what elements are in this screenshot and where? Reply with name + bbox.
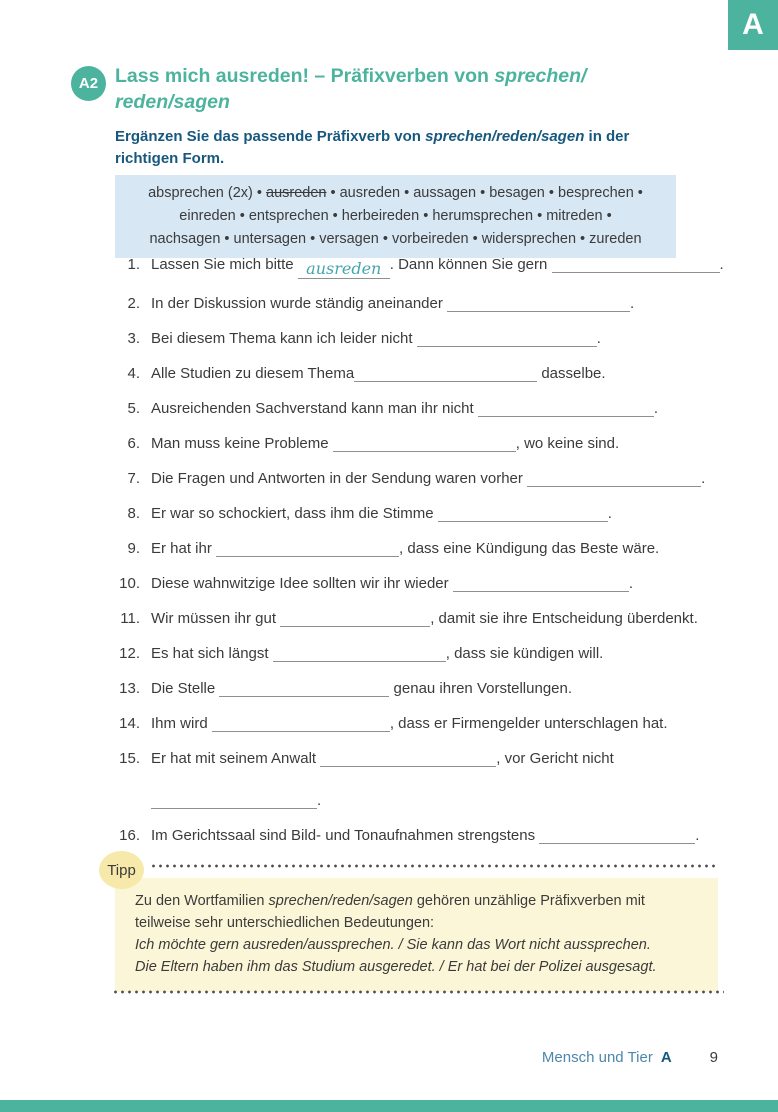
word-bank-line-3: nachsagen • untersagen • versagen • vorbeireden • widersprechen • zureden bbox=[149, 231, 642, 247]
sentence-text: . bbox=[701, 470, 706, 487]
sentence-text: Diese wahnwitzige Idee sollten wir ihr wieder bbox=[151, 575, 453, 592]
exercise-number-badge: A2 bbox=[71, 66, 106, 101]
exercise-item bbox=[110, 678, 740, 699]
tip-dotted-line-top bbox=[150, 864, 718, 868]
instruction-text-end: in der richtigen Form. bbox=[115, 128, 630, 167]
answer-blank[interactable] bbox=[354, 368, 537, 382]
sentence-text: Ihm wird bbox=[151, 715, 212, 732]
exercise-item bbox=[110, 825, 740, 846]
item-sentence bbox=[151, 748, 740, 811]
word-bank-line-1 bbox=[123, 182, 668, 205]
answer-blank[interactable] bbox=[151, 795, 317, 809]
item-sentence bbox=[151, 678, 740, 699]
section-corner-tab: A bbox=[728, 0, 778, 50]
sentence-text: . bbox=[695, 827, 700, 844]
item-number: 8. bbox=[127, 505, 140, 522]
footer-section-letter: A bbox=[660, 1049, 672, 1066]
exercise-item bbox=[110, 293, 740, 314]
item-number: 3. bbox=[127, 330, 140, 347]
sentence-text: Lassen Sie mich bitte bbox=[151, 256, 298, 273]
exercise-item bbox=[110, 573, 740, 594]
word-bank bbox=[115, 175, 676, 258]
answer-blank[interactable] bbox=[438, 508, 608, 522]
item-number: 7. bbox=[127, 470, 140, 487]
item-sentence bbox=[151, 608, 740, 629]
answer-blank[interactable] bbox=[216, 543, 399, 557]
page-footer bbox=[542, 1049, 718, 1066]
sentence-text: Er war so schockiert, dass ihm die Stimme bbox=[151, 505, 438, 522]
item-sentence bbox=[151, 573, 740, 594]
exercise-item bbox=[110, 398, 740, 419]
instruction-italic: sprechen/reden/sagen bbox=[425, 128, 585, 145]
sentence-text: . bbox=[719, 256, 724, 273]
item-number: 5. bbox=[127, 400, 140, 417]
tip-intro-text: Zu den Wortfamilien bbox=[135, 893, 269, 909]
item-number: 11. bbox=[120, 610, 140, 627]
item-sentence bbox=[151, 433, 740, 454]
word-bank-line-2: einreden • entsprechen • herbeireden • herumsprechen • mitreden • bbox=[179, 208, 612, 224]
item-number: 4. bbox=[127, 365, 140, 382]
exercise-item bbox=[110, 433, 740, 454]
sentence-text: dasselbe. bbox=[537, 365, 606, 382]
answer-blank[interactable] bbox=[527, 473, 701, 487]
sentence-text: In der Diskussion wurde ständig aneinander bbox=[151, 295, 448, 312]
sentence-text: . bbox=[596, 330, 601, 347]
exercise-items bbox=[110, 254, 740, 860]
exercise-item bbox=[110, 363, 740, 384]
item-number: 6. bbox=[127, 435, 140, 452]
answer-blank[interactable] bbox=[447, 298, 630, 312]
item-number: 12. bbox=[119, 645, 140, 662]
sentence-text: . bbox=[628, 575, 633, 592]
sentence-text: Bei diesem Thema kann ich leider nicht bbox=[151, 330, 417, 347]
sentence-text: Die Stelle bbox=[151, 680, 220, 697]
sentence-text: Es hat sich längst bbox=[151, 645, 273, 662]
item-sentence bbox=[151, 468, 740, 489]
filled-answer[interactable]: ausreden bbox=[298, 259, 390, 279]
item-sentence bbox=[151, 293, 740, 314]
sentence-text: . bbox=[630, 295, 635, 312]
answer-blank[interactable] bbox=[453, 578, 629, 592]
answer-blank[interactable] bbox=[212, 718, 390, 732]
sentence-text: . Dann können Sie gern bbox=[389, 256, 552, 273]
sentence-text: Ausreichenden Sachverstand kann man ihr nicht bbox=[151, 400, 478, 417]
sentence-text: , dass eine Kündigung das Beste wäre. bbox=[399, 540, 660, 557]
item-number: 14. bbox=[119, 715, 140, 732]
answer-blank[interactable] bbox=[280, 613, 430, 627]
item-sentence bbox=[151, 825, 740, 846]
tip-bubble bbox=[99, 851, 144, 889]
tip-example-1: Ich möchte gern ausreden/aussprechen. / Sie kann das Wort nicht aussprechen. bbox=[135, 937, 651, 953]
answer-blank[interactable] bbox=[273, 648, 446, 662]
item-number: 16. bbox=[119, 827, 140, 844]
item-number: 9. bbox=[127, 540, 140, 557]
sentence-text: . bbox=[317, 792, 322, 809]
tip-intro-italic: sprechen/reden/sagen bbox=[268, 893, 413, 909]
instruction-text: Ergänzen Sie das passende Präfixverb von bbox=[115, 128, 426, 145]
tip-intro bbox=[135, 890, 678, 934]
answer-blank[interactable] bbox=[333, 438, 516, 452]
word-bank-words: absprechen (2x) • bbox=[148, 185, 267, 201]
exercise-instruction bbox=[115, 126, 663, 170]
item-number: 10. bbox=[119, 575, 140, 592]
exercise-title-text: Lass mich ausreden! – Präfixverben von bbox=[115, 65, 495, 87]
item-sentence bbox=[151, 254, 740, 279]
exercise-title bbox=[115, 63, 695, 115]
tip-intro-text-end: gehören unzählige Präfixverben mit teilweise sehr unterschiedlichen Bedeutungen: bbox=[135, 893, 645, 931]
answer-blank[interactable] bbox=[417, 333, 597, 347]
sentence-text: Man muss keine Probleme bbox=[151, 435, 333, 452]
tip-example-2: Die Eltern haben ihm das Studium ausgeredet. / Er hat bei der Polizei ausgesagt. bbox=[135, 959, 657, 975]
sentence-text: , dass er Firmengelder unterschlagen hat. bbox=[389, 715, 668, 732]
sentence-text: Wir müssen ihr gut bbox=[151, 610, 281, 627]
item-number: 13. bbox=[119, 680, 140, 697]
answer-blank[interactable] bbox=[478, 403, 654, 417]
item-number: 15. bbox=[119, 750, 140, 767]
item-number: 2. bbox=[127, 295, 140, 312]
item-sentence bbox=[151, 713, 740, 734]
tip-label: Tipp bbox=[107, 861, 136, 879]
exercise-item bbox=[110, 328, 740, 349]
item-sentence bbox=[151, 643, 740, 664]
item-sentence bbox=[151, 398, 740, 419]
sentence-text: , wo keine sind. bbox=[515, 435, 620, 452]
page-number: 9 bbox=[709, 1049, 718, 1066]
sentence-text: Er hat ihr bbox=[151, 540, 217, 557]
exercise-title-italic-1: sprechen/ bbox=[494, 65, 587, 87]
exercise-item bbox=[110, 713, 740, 734]
answer-blank[interactable] bbox=[552, 259, 720, 273]
sentence-text: , dass sie kündigen will. bbox=[445, 645, 604, 662]
exercise-item bbox=[110, 254, 740, 279]
exercise-title-italic-2: reden/sagen bbox=[115, 91, 230, 113]
item-sentence bbox=[151, 328, 740, 349]
sentence-text: , vor Gericht nicht bbox=[496, 750, 614, 767]
sentence-text: . bbox=[607, 505, 612, 522]
item-sentence bbox=[151, 363, 740, 384]
exercise-item bbox=[110, 748, 740, 811]
sentence-text: Die Fragen und Antworten in der Sendung waren vorher bbox=[151, 470, 528, 487]
answer-blank[interactable] bbox=[320, 753, 496, 767]
sentence-text: , damit sie ihre Entscheidung überdenkt. bbox=[430, 610, 698, 627]
answer-blank[interactable] bbox=[219, 683, 389, 697]
tip-box bbox=[115, 878, 718, 992]
sentence-text: genau ihren Vorstellungen. bbox=[389, 680, 573, 697]
footer-chapter-title: Mensch und Tier bbox=[541, 1049, 653, 1066]
tip-dotted-line-bottom bbox=[112, 990, 724, 994]
struck-word: ausreden bbox=[266, 185, 327, 201]
item-sentence bbox=[151, 503, 740, 524]
sentence-text: Er hat mit seinem Anwalt bbox=[151, 750, 321, 767]
item-number: 1. bbox=[127, 256, 140, 273]
sentence-text: Im Gerichtssaal sind Bild- und Tonaufnahmen strengstens bbox=[151, 827, 540, 844]
sentence-text: . bbox=[653, 400, 659, 417]
sentence-text: Alle Studien zu diesem Thema bbox=[151, 365, 355, 382]
exercise-item bbox=[110, 468, 740, 489]
exercise-item bbox=[110, 608, 740, 629]
item-sentence bbox=[151, 538, 740, 559]
answer-blank[interactable] bbox=[539, 830, 695, 844]
exercise-item bbox=[110, 538, 740, 559]
exercise-item bbox=[110, 643, 740, 664]
exercise-item bbox=[110, 503, 740, 524]
bottom-accent-bar bbox=[0, 1100, 778, 1112]
word-bank-words: • ausreden • aussagen • besagen • besprechen • bbox=[326, 185, 643, 201]
